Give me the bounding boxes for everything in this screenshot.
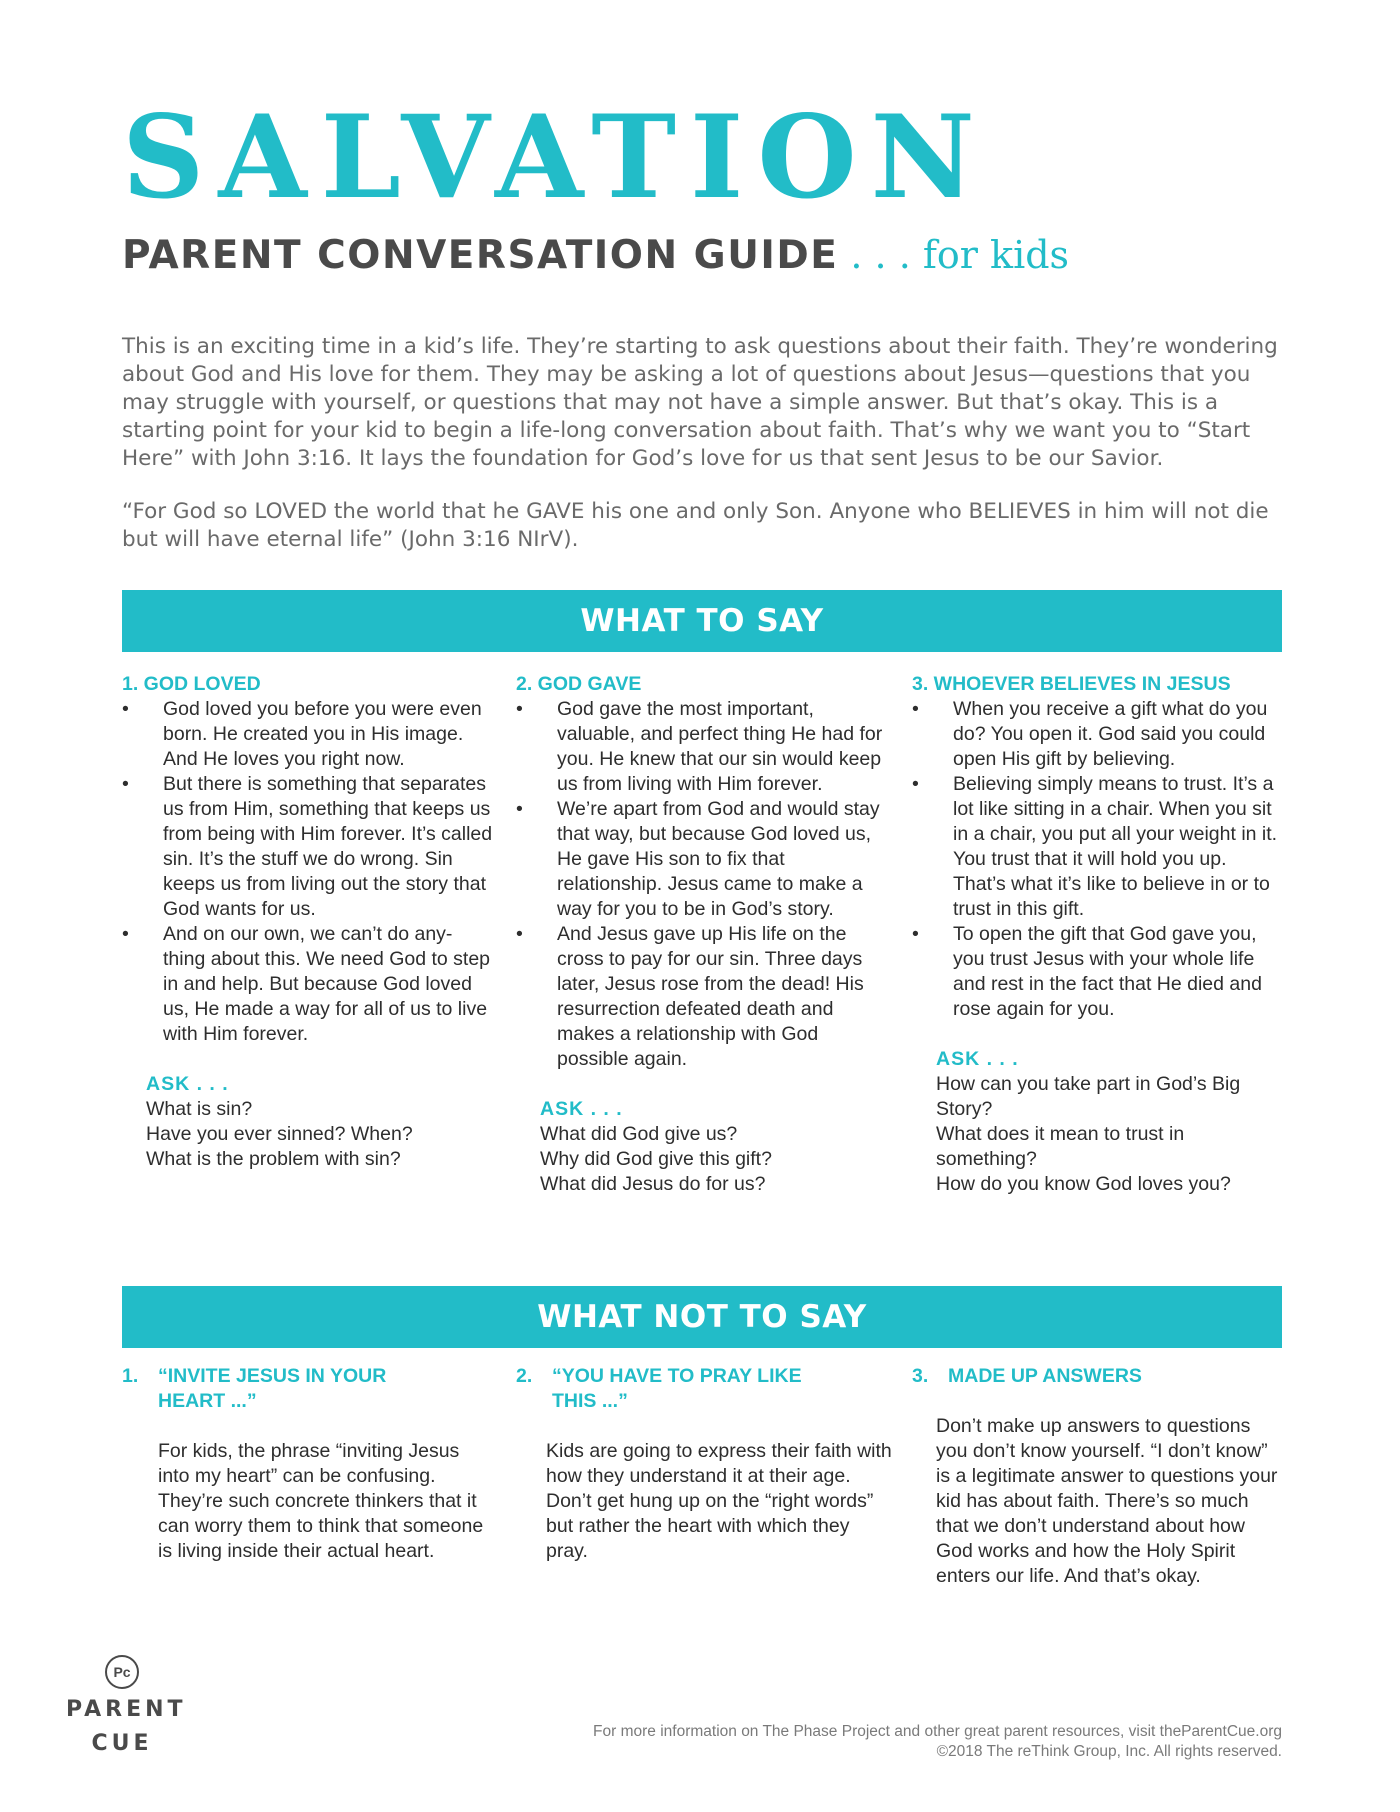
bullet-item: • God loved you before you were even born. He created you in His image. And He loves you right now. [122,697,494,772]
bullet-item: • We’re apart from God and would stay that way, but because God loved us, He gave His son to fix that relationship. Jesus came to make a way for you to be in God’s story. [516,797,892,922]
subtitle-main: PARENT CONVERSATION GUIDE [122,233,839,278]
ask-question: How can you take part in God’s Big Story? [936,1073,1241,1120]
what-not-to-say-column-2 [516,1364,892,1564]
ask-question: Why did God give this gift? [540,1148,772,1170]
logo-word-line1: PARENT [66,1697,187,1722]
logo-mark-icon: Pc [105,1655,139,1689]
column-title [516,1364,892,1414]
ask-question: What did Jesus do for us? [540,1173,766,1195]
item-number: 2. [516,1365,533,1387]
item-number: 1. [122,1365,139,1387]
what-not-to-say-column-1 [122,1364,494,1564]
what-to-say-column-2 [516,672,892,1197]
bullet-item: • Believing simply means to trust. It’s a lot like sitting in a chair. When you sit in a chair, you put all your weight in it. You trust that it will hold you up. That’s what it’s like to believe in or to trust in this gift. [912,772,1284,922]
page-subtitle [122,233,1070,278]
item-title: “INVITE JESUS IN YOUR HEART ...” [158,1365,387,1412]
what-to-say-banner: WHAT TO SAY [122,590,1282,652]
footer-info: For more information on The Phase Project and other great parent resources, visit theParentCue.org [593,1723,1282,1740]
column-title: 1. GOD LOVED [122,673,261,695]
ask-section [912,1047,1284,1197]
bullet-item: • God gave the most important, valuable, and perfect thing He had for you. He knew that our sin would keep us from living with Him forever. [516,697,892,797]
bullet-list [122,697,494,1047]
bullet-item: • And Jesus gave up His life on the cross to pay for our sin. Three days later, Jesus rose from the dead! His resurrection defeated death and makes a relationship with God possible again. [516,922,892,1072]
logo-word-line2: CUE [91,1731,153,1756]
bullet-item: • And on our own, we can’t do any-thing about this. We need God to step in and help. But because God loved us, He made a way for all of us to live with Him forever. [122,922,494,1047]
item-body: Don’t make up answers to questions you don’t know yourself. “I don’t know” is a legitimate answer to questions your kid has about faith. There’s so much that we don’t understand about how God works and how the Holy Spirit enters our life. And that’s okay. [936,1415,1278,1587]
ask-label: ASK . . . [540,1098,623,1120]
what-to-say-column-3 [912,672,1284,1197]
ask-question: What is sin? [146,1098,253,1120]
ask-question: What did God give us? [540,1123,738,1145]
ask-label: ASK . . . [936,1048,1019,1070]
footer-copyright: ©2018 The reThink Group, Inc. All rights reserved. [936,1743,1282,1760]
column-title: 2. GOD GAVE [516,673,642,695]
page-title: SALVATION [122,90,989,224]
bullet-item: • But there is something that separates us from Him, something that keeps us from being with Him forever. It’s called sin. It’s the stuff we do wrong. Sin keeps us from living out the story that God wants for us. [122,772,494,922]
intro-paragraph: This is an exciting time in a kid’s life. They’re starting to ask questions about their faith. They’re wondering about God and His love for them. They may be asking a lot of questions about Jesus—questions that you may struggle with yourself, or questions that may not have a simple answer. But that’s okay. This is a starting point for your kid to begin a life-long conversation about faith. That’s why we want you to “Start Here” with John 3:16. It lays the foundation for God’s love for us that sent Jesus to be our Savior. [122,334,1278,471]
ask-label: ASK . . . [146,1073,229,1095]
item-body: For kids, the phrase “inviting Jesus into my heart” can be confusing. They’re such concrete thinkers that it can worry them to think that someone is living inside their actual heart. [158,1440,484,1562]
ask-question: How do you know God loves you? [936,1173,1231,1195]
ask-section [516,1097,892,1197]
ask-section [122,1072,494,1172]
item-body: Kids are going to express their faith with how they understand it at their age. Don’t get hung up on the “right words” but rather the heart with which they pray. [546,1440,892,1562]
item-number: 3. [912,1365,929,1387]
what-not-to-say-column-3 [912,1364,1284,1589]
item-title: MADE UP ANSWERS [948,1365,1142,1387]
item-title: “YOU HAVE TO PRAY LIKE THIS ...” [552,1365,802,1412]
what-to-say-column-1 [122,672,494,1172]
bullet-list [516,697,892,1072]
what-not-to-say-banner: WHAT NOT TO SAY [122,1286,1282,1348]
parent-cue-logo [66,1655,187,1757]
ask-question: Have you ever sinned? When? [146,1123,413,1145]
column-title [912,1364,1284,1389]
subtitle-tail: . . . for kids [850,233,1070,277]
footer [593,1722,1282,1762]
ask-question: What is the problem with sin? [146,1148,401,1170]
scripture-quote: “For God so LOVED the world that he GAVE his one and only Son. Anyone who BELIEVES in him will not die but will have eternal life” (John 3:16 NIrV). [122,499,1269,552]
bullet-list [912,697,1284,1022]
bullet-item: • When you receive a gift what do you do? You open it. God said you could open His gift by believing. [912,697,1284,772]
ask-question: What does it mean to trust in something? [936,1123,1185,1170]
bullet-item: • To open the gift that God gave you, you trust Jesus with your whole life and rest in the fact that He died and rose again for you. [912,922,1284,1022]
column-title: 3. WHOEVER BELIEVES IN JESUS [912,673,1231,695]
column-title [122,1364,494,1414]
